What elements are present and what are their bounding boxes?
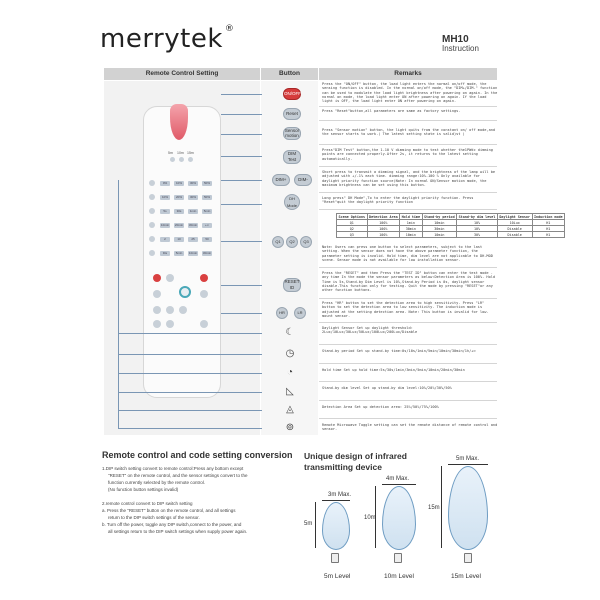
model-number: MH10 bbox=[442, 34, 469, 45]
detection-zone-5m bbox=[322, 502, 350, 550]
remote-row-indicator bbox=[149, 180, 155, 186]
remote-mini-key: 50% bbox=[203, 181, 210, 185]
remote-setting-header: Remote Control Setting bbox=[104, 68, 260, 80]
table-header-cell: Daylight Sensor bbox=[499, 214, 531, 219]
brand-name: merrytek bbox=[100, 24, 223, 54]
leader-line bbox=[221, 285, 262, 286]
leader-line bbox=[221, 204, 262, 205]
table-cell: H1 bbox=[532, 220, 565, 226]
standby-dim-level-icon: ◺ bbox=[286, 386, 294, 397]
text-line: all settings return to the DIP switch settings when supply power again. bbox=[108, 529, 248, 534]
remark-onoff: Press the "ON/OFF" button, the load light enters the normal on/off mode, the sensing function is disabled. In the normal on/off mode, the "DIM+/DIM-" function can be used to modulate the load light brightness after powering on again. In the normal on mode, the load light enter ON after powering on again. If the load light is OFF, the load light enter ON after powering on again. bbox=[322, 82, 498, 104]
q3-button[interactable]: Q3 bbox=[300, 236, 312, 248]
divider bbox=[319, 418, 497, 419]
remote-mini-key: Dis bbox=[160, 251, 170, 256]
remark-scene-note: Note: Users can press one button to select parameters, subject to the last setting. When the sensor does not have the above parameter function, the parameter setting is invalid. Hold time, dim level are not applicable to DH-MOD scene. Sensor mode is not available for low installation sensor. bbox=[322, 245, 493, 262]
remote-row-indicator bbox=[149, 236, 155, 242]
height-label-10m: 10m bbox=[364, 515, 376, 521]
standby-period-icon: ◷ bbox=[285, 348, 295, 359]
table-cell: 10% bbox=[457, 226, 498, 232]
button-header: Button bbox=[261, 68, 318, 80]
remote-mini-key: 30% bbox=[189, 195, 196, 199]
level-label-5m: 5m Level bbox=[324, 573, 351, 580]
leader-line bbox=[118, 180, 119, 428]
remote-mini-key: 10min bbox=[188, 251, 198, 255]
onoff-button[interactable]: ON/OFF bbox=[283, 88, 301, 100]
remarks-header: Remarks bbox=[319, 68, 497, 80]
table-cell: 10min bbox=[422, 220, 457, 226]
remote-mini-key: 30min bbox=[188, 223, 198, 227]
remote-mini-key: 30% bbox=[189, 181, 196, 185]
remote-mini-key: 10min bbox=[160, 223, 170, 227]
table-cell: Q2 bbox=[337, 226, 368, 232]
height-label-5m: 5m bbox=[304, 521, 313, 527]
remote-dpad-key bbox=[179, 286, 191, 298]
remote-mini-key: 20min bbox=[174, 223, 184, 227]
table-cell: 100% bbox=[367, 226, 400, 232]
divider bbox=[319, 322, 497, 323]
divider bbox=[319, 267, 497, 268]
remote-q3-key bbox=[179, 306, 187, 314]
text-line: 2.remote control convert to DIP switch setting bbox=[102, 501, 193, 506]
remark-sensor-motion: Press "Sensor motion" button, the light quits from the constant on/ off mode,and the sensor starts to work.( The latest setting state is valid)st ) bbox=[322, 128, 496, 137]
text-line: "RESET" on the remote control, and the sensor settings convert to the bbox=[108, 473, 248, 478]
remote-mini-key: 5s bbox=[160, 209, 170, 214]
remote-mini-key: +∞ bbox=[202, 223, 212, 228]
divider bbox=[319, 381, 497, 382]
width-dimension-line bbox=[322, 500, 350, 501]
remote-row-indicator bbox=[149, 222, 155, 228]
remote-mini-key: 25 bbox=[188, 237, 198, 242]
leader-line bbox=[221, 156, 262, 157]
table-header-cell: Detection Area bbox=[369, 214, 398, 219]
remote-dimminus-key bbox=[200, 290, 208, 298]
divider bbox=[319, 106, 497, 107]
remote-hr-key bbox=[153, 320, 161, 328]
remark-dh-mode: Long press" DH Mode",To to enter the daylight priority function. Press "Reset"quit the daylight priority function bbox=[322, 196, 474, 205]
leader-line bbox=[118, 392, 262, 393]
detection-area-icon: ◬ bbox=[286, 404, 294, 415]
width-label-5m: 3m Max. bbox=[328, 492, 352, 498]
remark-dim: Short press to transmit a dimming signal, and the brightness of the lamp will be adjusted with +/-1% each time. dimming range:10%-100 % Only available for daylight priority function source(Note: In normal ON/Sensor motion mode, the maximum brightness can be set using this button. bbox=[322, 170, 496, 187]
remote-mini-key: 1min bbox=[189, 209, 197, 213]
level-label-15m: 15m Level bbox=[451, 573, 481, 580]
remote-mini-key: 50% bbox=[203, 195, 210, 199]
sensor-device-icon bbox=[464, 553, 472, 563]
divider bbox=[319, 192, 497, 193]
remark-standby-period: Stand-by period Set up stand-by time:0s/10s/1min/5min/10min/30min/1h/+∞ bbox=[322, 349, 476, 353]
remote-label-15m: 15m bbox=[187, 151, 194, 155]
text-line: 1.DIP switch setting convert to remote control:Press any bottom except bbox=[102, 466, 244, 471]
q2-button[interactable]: Q2 bbox=[286, 236, 298, 248]
remote-mini-key: 30min bbox=[202, 251, 212, 255]
remote-dimplus-key bbox=[153, 290, 161, 298]
remark-reset: Press "Reset"button,all parameters are same as factory settings. bbox=[322, 109, 461, 113]
divider bbox=[319, 166, 497, 167]
remark-hold-time: Hold time Set up hold time:5s/30s/1min/3min/5min/10min/20min/30min bbox=[322, 368, 465, 372]
text-line: (No function button settings invalid) bbox=[108, 487, 179, 492]
remote-mini-key: 5min bbox=[203, 209, 211, 213]
leader-line bbox=[221, 94, 262, 95]
leader-line bbox=[221, 313, 262, 314]
table-cell: Q1 bbox=[337, 220, 368, 226]
remote-mini-key: 10% bbox=[175, 181, 182, 185]
leader-line bbox=[221, 134, 262, 135]
remark-daylight-sensor: Daylight Sensor Set up daylight threshold: 2Lux/10Lux/30Lux/50Lux/100Lux/200Lux/Disable bbox=[322, 326, 418, 335]
hr-button[interactable]: HR bbox=[276, 307, 288, 319]
table-header-cell: Induction mode bbox=[534, 214, 563, 219]
table-cell: 30min bbox=[422, 226, 457, 232]
table-cell: 30min bbox=[400, 226, 422, 232]
dim-plus-button[interactable]: DIM+ bbox=[272, 174, 290, 186]
dim-test-button[interactable]: DIM Test bbox=[283, 150, 301, 164]
detection-zone-10m bbox=[382, 486, 416, 550]
remote-mini-key: 2 bbox=[160, 237, 170, 242]
dh-mode-button[interactable]: DH Mode bbox=[284, 194, 300, 210]
remark-microwave-toggle: Remote Microwave Toggle setting can set the remote distance of remote control and sensor. bbox=[322, 423, 498, 432]
table-cell: Disable bbox=[497, 232, 532, 238]
text-line: b. Turn off the power, toggle any DIP switch,connect to the power, and bbox=[102, 522, 242, 527]
scene-parameter-table bbox=[336, 213, 565, 238]
document-subtitle: Instruction bbox=[442, 44, 479, 53]
leader-line bbox=[118, 428, 262, 429]
leader-line bbox=[118, 333, 262, 334]
table-cell: 10% bbox=[457, 220, 498, 226]
table-cell: 100% bbox=[367, 232, 400, 238]
width-label-15m: 5m Max. bbox=[456, 456, 480, 462]
remote-dh-key bbox=[200, 320, 208, 328]
remark-test-mode: Press the "RESET" and then Press the "TEST ID" button can enter the test mode . any time In the mode the sensor parameters as below:Detection Area is 100%. Hold Time is 5s,Stand-by Dim Level is 10%,Stand-by Period is 0s, daylight sensor disable.This function only for testing. Quit the mode by pressing "RESET"or any other function buttons. bbox=[322, 271, 496, 293]
table-header-cell: Hold time bbox=[401, 214, 421, 219]
dim-minus-button[interactable]: DIM- bbox=[294, 174, 312, 186]
divider bbox=[319, 344, 497, 345]
remote-mini-key: 5min bbox=[175, 251, 183, 255]
table-cell: 10Lux bbox=[497, 220, 532, 226]
divider bbox=[319, 209, 497, 210]
remote-q2-key bbox=[166, 306, 174, 314]
table-header-cell: Stand-by period bbox=[424, 214, 455, 219]
remote-row-indicator bbox=[149, 250, 155, 256]
spacer bbox=[102, 493, 282, 500]
remote-mini-key: 10% bbox=[161, 195, 168, 199]
divider bbox=[319, 400, 497, 401]
text-line: function currently selected by the remote control. bbox=[108, 480, 206, 485]
remote-q1-key bbox=[153, 306, 161, 314]
table-row bbox=[337, 232, 565, 238]
remote-label-5m: 5m bbox=[168, 151, 173, 155]
detection-zone-15m bbox=[448, 466, 488, 550]
infrared-title-2: transmitting device bbox=[304, 462, 382, 472]
table-cell: 10min bbox=[400, 232, 422, 238]
width-label-10m: 4m Max. bbox=[386, 476, 410, 482]
remote-reset-key bbox=[166, 274, 174, 282]
width-dimension-line bbox=[382, 484, 416, 485]
leader-line bbox=[221, 241, 262, 242]
height-dimension-line bbox=[315, 502, 316, 548]
remote-onoff-key bbox=[153, 274, 161, 282]
table-cell: 1min bbox=[400, 220, 422, 226]
remark-detection-area: Detection Area Set up detection area: 25%/50%/75%/100% bbox=[322, 405, 439, 409]
lr-button[interactable]: LR bbox=[294, 307, 306, 319]
remark-dim-test: Press"DIM Test" button,the 1-10 V dimming mode to test whether the1PWdc dimming points are connected properly.After 2s, it returns to the latest setting automatically. bbox=[322, 148, 493, 161]
remark-standby-dim: Stand-by dim level Set up stand-by dim level:10%/20%/30%/50% bbox=[322, 386, 452, 390]
leader-line bbox=[118, 373, 262, 374]
height-dimension-line bbox=[441, 466, 442, 548]
text-line: a. Press the "RESET" button on the remote control, and all settings bbox=[102, 508, 236, 513]
brand-logo bbox=[100, 24, 234, 54]
reset-button[interactable]: Reset bbox=[283, 108, 301, 120]
remark-sensitivity: Press "HR" button to set the detection area to high sensitivity. Press "LR" button to set the detection area to low sensitivity. The induction mode is adjusted at the setting detection area. Note: This button is invalid for low-mount sensor. bbox=[322, 301, 489, 318]
leader-line bbox=[221, 180, 262, 181]
height-label-15m: 15m bbox=[428, 505, 440, 511]
text-line: return to the DIP switch settings of the sensor. bbox=[108, 515, 200, 520]
table-header-cell: Stand-by dim level bbox=[458, 214, 496, 219]
table-cell: 100% bbox=[367, 220, 400, 226]
remote-mini-key: 50 bbox=[202, 237, 212, 242]
daylight-sensor-icon: ☾ bbox=[285, 327, 295, 338]
remote-dip-2 bbox=[179, 157, 184, 162]
leader-line bbox=[221, 114, 262, 115]
divider bbox=[319, 363, 497, 364]
remote-conversion-title: Remote control and code setting conversion bbox=[102, 450, 293, 460]
remote-mini-key: 30s bbox=[174, 209, 184, 214]
remote-dip-3 bbox=[188, 157, 193, 162]
q1-button[interactable]: Q1 bbox=[272, 236, 284, 248]
table-cell: H1 bbox=[532, 232, 565, 238]
divider bbox=[319, 298, 497, 299]
table-cell: 10min bbox=[422, 232, 457, 238]
remote-mini-key: 10 bbox=[174, 237, 184, 242]
level-label-10m: 10m Level bbox=[384, 573, 414, 580]
remote-mini-key: 20% bbox=[175, 195, 182, 199]
width-dimension-line bbox=[448, 464, 488, 465]
reset-id-button[interactable]: RESET ID bbox=[284, 279, 300, 290]
remote-conversion-text bbox=[102, 465, 282, 535]
sensor-device-icon bbox=[394, 553, 402, 563]
remote-row-indicator bbox=[149, 208, 155, 214]
remote-label-10m: 10m bbox=[177, 151, 184, 155]
remote-mini-key: 0% bbox=[160, 181, 170, 186]
table-cell: Disable bbox=[497, 226, 532, 232]
infrared-title-1: Unique design of infrared bbox=[304, 451, 407, 461]
sensor-motion-button[interactable]: Sensor motion bbox=[284, 128, 300, 138]
table-cell: Q3 bbox=[337, 232, 368, 238]
registered-mark: ® bbox=[224, 24, 235, 34]
divider bbox=[319, 120, 497, 121]
table-header-cell: Scene Options bbox=[338, 214, 366, 219]
table-cell: 30% bbox=[457, 232, 498, 238]
divider bbox=[319, 144, 497, 145]
remote-row-indicator bbox=[149, 194, 155, 200]
remote-lr-key bbox=[166, 320, 174, 328]
table-cell: H1 bbox=[532, 226, 565, 232]
leader-line bbox=[118, 410, 262, 411]
remote-dip-1 bbox=[170, 157, 175, 162]
remote-microwave-toggle-icon: ⊚ bbox=[285, 422, 295, 433]
leader-line bbox=[118, 354, 262, 355]
hold-time-icon: ◔ bbox=[286, 367, 294, 378]
sensor-device-icon bbox=[331, 553, 339, 563]
remote-test-key bbox=[200, 274, 208, 282]
